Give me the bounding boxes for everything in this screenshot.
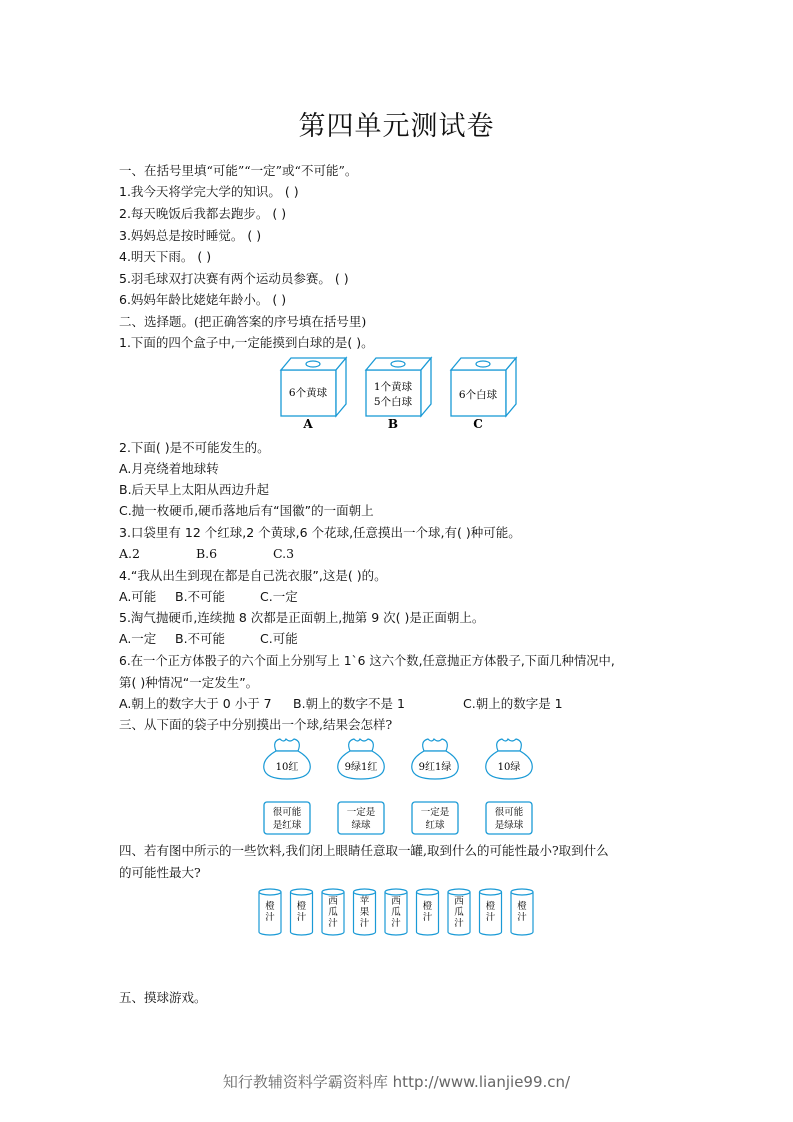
drink-can-label: 西	[328, 896, 338, 907]
drink-can	[259, 889, 281, 935]
s2-q3-opt-a: A.2	[119, 546, 140, 561]
box-c	[451, 358, 516, 431]
box-b	[366, 358, 431, 431]
drink-can-label: 西	[454, 896, 464, 907]
footer-watermark: 知行教辅资料学霸资料库 http://www.lianjie99.cn/	[222, 1073, 571, 1091]
drink-can-label: 瓜	[328, 907, 338, 918]
section5-heading: 五、摸球游戏。	[119, 990, 207, 1005]
bag-3-text: 9红1绿	[418, 762, 452, 773]
drink-can-label: 瓜	[391, 907, 401, 918]
drink-can-label: 西	[391, 896, 401, 907]
cans-figure	[255, 886, 540, 938]
drink-can	[417, 889, 439, 935]
s2-q4: 4.“我从出生到现在都是自己洗衣服”,这是( )的。	[119, 568, 387, 583]
box-a	[281, 358, 346, 431]
section4-heading-line1: 四、若有图中所示的一些饮料,我们闭上眼睛任意取一罐,取到什么的可能性最小?取到什么	[119, 843, 609, 858]
bag-4-text: 10绿	[497, 762, 521, 773]
bag-4	[486, 739, 533, 779]
section3-heading: 三、从下面的袋子中分别摸出一个球,结果会怎样?	[119, 717, 393, 732]
s2-q3-opt-b: B.6	[196, 546, 218, 561]
s2-q6-opt-b: B.朝上的数字不是 1	[293, 696, 405, 711]
drink-can-label: 橙	[422, 901, 433, 912]
s2-q6-opt-a: A.朝上的数字大于 0 小于 7	[119, 696, 272, 711]
drink-can-label: 汁	[359, 918, 370, 929]
drink-can-label: 果	[359, 907, 370, 918]
s2-q2-c: C.抛一枚硬币,硬币落地后有“国徽”的一面朝上	[119, 503, 374, 518]
box-c-text: 6个白球	[458, 389, 498, 401]
result-2	[338, 802, 384, 834]
s2-q6-line2: 第( )种情况“一定发生”。	[119, 675, 259, 690]
result-4	[486, 802, 532, 834]
drink-can	[354, 889, 376, 935]
drink-can-label: 橙	[485, 901, 496, 912]
drink-can-label: 汁	[517, 912, 527, 923]
drink-can-label: 橙	[517, 901, 527, 912]
s2-q4-opt-a: A.可能	[119, 589, 157, 604]
s1-item-6: 6.妈妈年龄比姥姥年龄小。 ( )	[119, 292, 287, 307]
result-4-line1: 很可能	[494, 807, 524, 818]
drink-can	[291, 889, 313, 935]
drink-can-label: 橙	[265, 901, 275, 912]
box-b-text2: 5个白球	[373, 396, 413, 408]
s1-item-2: 2.每天晚饭后我都去跑步。 ( )	[119, 206, 287, 221]
s2-q2: 2.下面( )是不可能发生的。	[119, 440, 270, 455]
result-1-line1: 很可能	[272, 807, 302, 818]
bag-1	[264, 739, 311, 779]
result-1	[264, 802, 310, 834]
result-3-line1: 一定是	[420, 807, 450, 818]
bag-3	[412, 739, 459, 779]
s2-q5-opt-a: A.一定	[119, 631, 157, 646]
s2-q5: 5.淘气抛硬币,连续抛 8 次都是正面朝上,抛第 9 次( )是正面朝上。	[119, 610, 485, 625]
bag-2-text: 9绿1红	[344, 762, 378, 773]
drink-can-label: 汁	[454, 918, 464, 929]
section2-heading: 二、选择题。(把正确答案的序号填在括号里)	[119, 314, 367, 329]
s1-item-3: 3.妈妈总是按时睡觉。 ( )	[119, 228, 262, 243]
drink-can-label: 瓜	[454, 907, 464, 918]
result-2-line2: 绿球	[351, 820, 371, 831]
box-a-label: A	[303, 417, 313, 431]
box-c-label: C	[473, 417, 483, 431]
result-3	[412, 802, 458, 834]
result-2-line1: 一定是	[346, 807, 376, 818]
s2-q6-line1: 6.在一个正方体骰子的六个面上分别写上 1`6 这六个数,任意抛正方体骰子,下面几种情况中,	[119, 654, 615, 668]
drink-can	[480, 889, 502, 935]
drink-can	[385, 889, 407, 935]
s2-q3: 3.口袋里有 12 个红球,2 个黄球,6 个花球,任意摸出一个球,有( )种可能。	[119, 525, 521, 540]
box-b-text1: 1个黄球	[373, 381, 413, 393]
s1-item-1: 1.我今天将学完大学的知识。 ( )	[119, 184, 299, 199]
drink-can-label: 汁	[296, 912, 307, 923]
section1-heading: 一、在括号里填“可能”“一定”或“不可能”。	[119, 163, 358, 178]
bag-2	[338, 739, 385, 779]
drink-can-label: 汁	[422, 912, 433, 923]
drink-can-label: 汁	[328, 918, 338, 929]
page-title: 第四单元测试卷	[298, 111, 495, 142]
result-3-line2: 红球	[425, 820, 445, 831]
s2-q1: 1.下面的四个盒子中,一定能摸到白球的是( )。	[119, 335, 374, 350]
result-1-line2: 是红球	[272, 820, 302, 831]
s1-item-5: 5.羽毛球双打决赛有两个运动员参赛。 ( )	[119, 271, 349, 286]
s2-q2-b: B.后天早上太阳从西边升起	[119, 482, 270, 497]
box-a-text: 6个黄球	[288, 387, 328, 399]
s2-q4-opt-c: C.一定	[260, 589, 298, 604]
drink-can-label: 汁	[485, 912, 496, 923]
drink-can	[448, 889, 470, 935]
drink-can-label: 汁	[391, 918, 401, 929]
section4-heading-line2: 的可能性最大?	[119, 865, 201, 880]
s1-item-4: 4.明天下雨。 ( )	[119, 249, 212, 264]
boxes-figure	[275, 352, 525, 434]
drink-can-label: 汁	[265, 912, 275, 923]
s2-q2-a: A.月亮绕着地球转	[119, 461, 219, 476]
result-4-line2: 是绿球	[494, 820, 524, 831]
s2-q3-opt-c: C.3	[273, 546, 295, 561]
s2-q4-opt-b: B.不可能	[175, 589, 226, 604]
drink-can	[322, 889, 344, 935]
s2-q5-opt-c: C.可能	[260, 631, 298, 646]
s2-q5-opt-b: B.不可能	[175, 631, 226, 646]
drink-can	[511, 889, 533, 935]
drink-can-label: 橙	[296, 901, 307, 912]
s2-q6-opt-c: C.朝上的数字是 1	[463, 696, 563, 711]
box-b-label: B	[387, 417, 399, 431]
drink-can-label: 苹	[359, 896, 370, 907]
bags-figure	[258, 737, 538, 837]
bag-1-text: 10红	[275, 762, 299, 773]
